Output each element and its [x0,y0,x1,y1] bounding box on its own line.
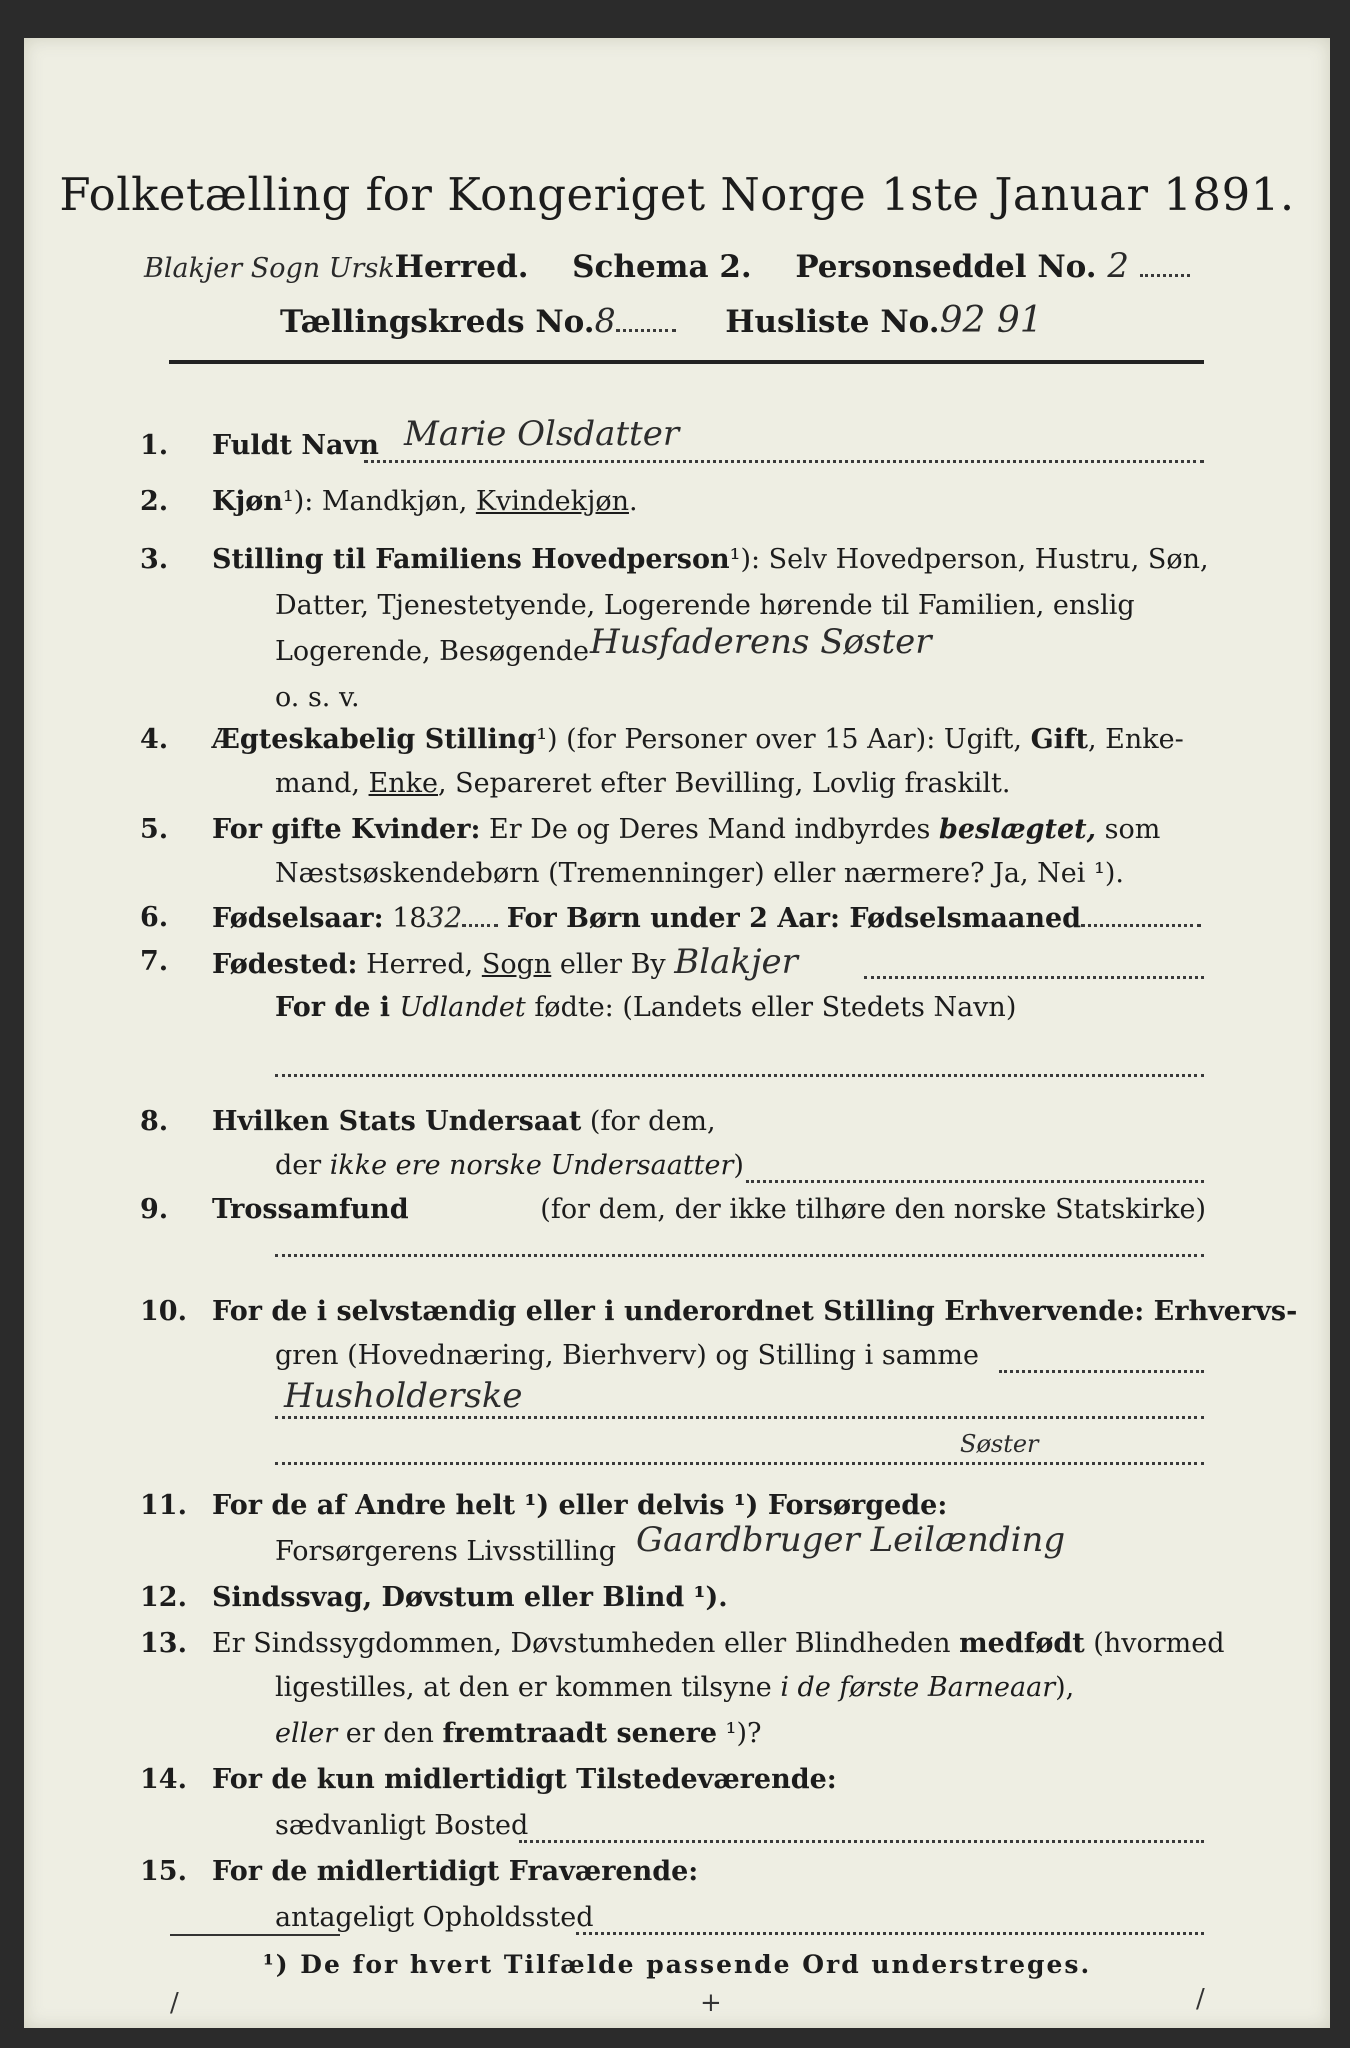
item-text: ¹): Mandkjøn, [282,486,476,517]
item-text: . [628,486,638,517]
full-name-value: Marie Olsdatter [404,414,680,454]
item-text: er den [337,1718,443,1749]
item-label: For de i selvstændig eller i underordnet Stilling Erhvervende: [212,1296,1145,1327]
item-15-line2 [24,1898,1330,1938]
item-text: ), [1055,1672,1075,1703]
item-5 [24,810,1330,850]
item-text: Erhvervs- [1144,1296,1298,1327]
item-number: 6. [140,902,169,933]
provider-occupation-value: Gaardbruger Leilænding [636,1520,1066,1560]
item-text: Forsørgerens Livsstilling [275,1536,617,1567]
item-number: 1. [140,430,169,461]
item-number: 11. [140,1490,187,1521]
blank-line [275,1074,1204,1077]
occupation-value: Husholderske [284,1376,523,1416]
husliste-value: 92 91 [939,300,1043,341]
item-label: Hvilken Stats Undersaat [212,1106,582,1137]
item-text: fremtraadt senere [442,1718,718,1749]
schema-label: Schema 2. [572,249,752,285]
kreds-value: 8 [594,301,616,340]
item-text: (for dem, der ikke tilhøre den norske Statskirke) [540,1194,1206,1225]
blank-line [275,1254,1204,1257]
item-label: For de midlertidigt Fraværende: [212,1856,699,1887]
item-number: 7. [140,946,169,977]
item-7 [24,942,1330,982]
item-number: 2. [140,486,169,517]
item-text: gren (Hovednæring, Bierhverv) og Stilling i samme [275,1340,980,1371]
item-text: der [275,1150,330,1181]
item-text: fødte: (Landets eller Stedets Navn) [525,992,1017,1023]
item-6 [24,898,1330,938]
herred-value: Blakjer Sogn Ursk [144,253,395,284]
item-text: i de første Barneaar [780,1672,1056,1703]
item-text: Logerende, Besøgende [275,636,589,667]
item-text: ¹) (for Personer over 15 Aar): Ugift, [536,724,1031,755]
item-label: Sindssvag, Døvstum eller Blind ¹). [212,1582,728,1613]
item-label: For de af Andre helt ¹) eller delvis ¹) Forsørgede: [212,1490,948,1521]
item-label: Fødested: [212,949,358,980]
item-text: ¹)? [717,1718,762,1749]
underlined-option: Kvindekjøn [475,486,629,517]
item-text: Datter, Tjenestetyende, Logerende hørende til Familien, enslig [275,590,1135,621]
item-number: 13. [140,1628,187,1659]
item-number: 14. [140,1764,187,1795]
item-14 [24,1760,1330,1800]
item-text: 18 [392,903,427,934]
item-3 [24,540,1330,580]
item-label: Kjøn [212,486,283,517]
item-text: ligestilles, at den er kommen tilsyne [275,1672,781,1703]
item-text: beslægtet, [938,814,1097,845]
item-8 [24,1102,1330,1142]
item-text: o. s. v. [275,682,360,713]
item-label: medfødt [959,1628,1085,1659]
underlined-option: Enke [368,768,438,799]
census-form-sheet [24,38,1330,2028]
item-text: mand, [275,768,369,799]
footnote-rule [170,1934,340,1936]
item-10-line2 [24,1336,1330,1376]
birth-year-value: 32 [426,901,463,934]
item-1 [24,414,1330,466]
item-text: ¹): Selv Hovedperson, Hustru, Søn, [729,544,1209,575]
item-3-line4 [24,678,1330,718]
personseddel-label: Personseddel No. [795,249,1097,285]
husliste-label: Husliste No. [725,304,940,340]
item-number: 10. [140,1296,187,1327]
item-10-line4 [24,1428,1330,1468]
header-rule [169,360,1204,364]
item-text: Er De og Deres Mand indbyrdes [489,814,939,845]
item-13 [24,1624,1330,1664]
item-12 [24,1578,1330,1618]
item-10 [24,1292,1330,1332]
item-label: Trossamfund [212,1194,409,1225]
birthplace-value: Blakjer [674,942,798,982]
item-number: 9. [140,1194,169,1225]
personseddel-value: 2 [1107,246,1130,286]
item-number: 4. [140,724,169,755]
margin-mark: / [1196,1984,1205,2014]
item-text: som [1096,814,1161,845]
item-text: sædvanligt Bosted [275,1810,529,1841]
form-title: Folketælling for Kongeriget Norge 1ste Januar 1891. [59,168,1295,221]
item-15 [24,1852,1330,1892]
item-number: 5. [140,814,169,845]
item-7-line2 [24,988,1330,1028]
item-label: Ægteskabelig Stilling [212,724,537,755]
item-text: , Enke- [1087,724,1184,755]
item-number: 3. [140,544,169,575]
item-8-line2 [24,1146,1330,1186]
item-text: Gift [1030,724,1088,755]
item-label: For de kun midlertidigt Tilstedeværende: [212,1764,837,1795]
item-text: (hvormed [1084,1628,1225,1659]
item-13-line2 [24,1668,1330,1708]
item-14-line2 [24,1806,1330,1846]
item-text: , Separeret efter Bevilling, Lovlig fraskilt. [438,768,1011,799]
item-text: Udlandet [399,992,526,1023]
item-label: Stilling til Familiens Hovedperson [212,544,730,575]
position-value: Husfaderens Søster [590,622,932,662]
item-5-line2 [24,854,1330,894]
item-text: (for dem, [589,1106,716,1137]
occupation-note-value: Søster [960,1430,1039,1458]
item-11-line2 [24,1520,1330,1572]
item-13-line3 [24,1714,1330,1754]
item-3-line2 [24,586,1330,626]
item-9 [24,1190,1330,1230]
item-text: ) [733,1150,744,1181]
item-2 [24,482,1330,522]
item-text: eller By [551,949,666,980]
kreds-line [280,300,1043,341]
item-text: ikke ere norske Undersaatter [329,1150,734,1181]
item-text: Herred, [366,949,482,980]
item-text: For Børn under 2 Aar: Fødselsmaaned [506,903,1082,934]
margin-mark: + [700,1988,722,2018]
item-4-line2 [24,764,1330,804]
kreds-label: Tællingskreds No. [280,304,595,340]
item-number: 12. [140,1582,187,1613]
item-10-line3 [24,1376,1330,1422]
item-number: 15. [140,1856,187,1887]
item-label: Fuldt Navn [212,430,379,461]
footnote: ¹) De for hvert Tilfælde passende Ord understreges. [262,1950,1092,1979]
item-text: eller [275,1718,338,1749]
item-text: For de i [275,992,400,1023]
margin-mark: / [170,1988,179,2018]
item-number: 8. [140,1106,169,1137]
item-text: Er Sindssygdommen, Døvstumheden eller Blindheden [212,1628,960,1659]
item-4 [24,720,1330,760]
item-text: Næstsøskendebørn (Tremenninger) eller nærmere? Ja, Nei ¹). [275,858,1124,889]
underlined-option: Sogn [481,949,552,980]
herred-label: Herred. [394,249,529,285]
item-label: Fødselsaar: [212,903,384,934]
item-text: antageligt Opholdssted [275,1902,594,1933]
item-label: For gifte Kvinder: [212,814,481,845]
herred-line [144,246,1190,286]
item-3-line3 [24,622,1330,672]
